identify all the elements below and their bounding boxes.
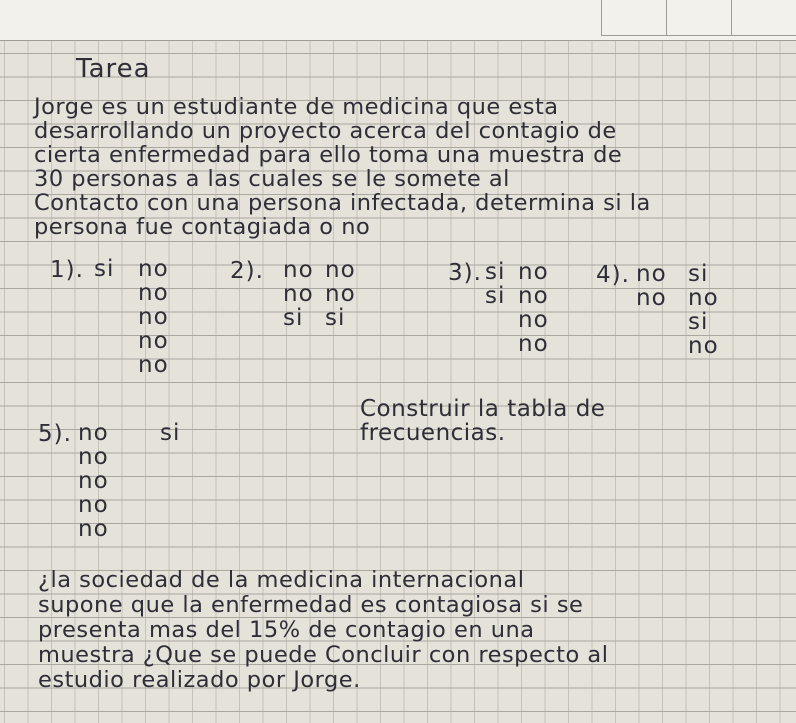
intro-line: Jorge es un estudiante de medicina que esta [34,94,559,120]
sample-value: no [78,516,109,542]
sample-3-label: 3). [448,260,482,286]
sample-value: si [485,259,506,285]
header-boxes [601,0,796,36]
sample-value: si [160,420,181,446]
sample-value: no [78,468,109,494]
sample-2-col-b [325,258,356,330]
sample-value: no [138,328,169,354]
question-line: ¿la sociedad de la medicina internacional [38,567,525,593]
sample-2-col-a [283,258,314,330]
sample-value: no [78,492,109,518]
title: Tarea [76,54,151,84]
sample-5-col-a [78,421,109,541]
sample-3-col-a [485,260,505,308]
instruction-line: frecuencias. [360,420,506,446]
sample-4-label: 4). [596,262,630,288]
sample-value: no [636,261,667,287]
sample-1-label: 1). [50,257,84,283]
sample-5-col-b [160,421,180,445]
intro-line: persona fue contagiada o no [34,214,371,240]
sample-value: no [688,333,719,359]
sample-value: no [283,281,314,307]
sample-value: no [138,280,169,306]
sample-value: no [138,304,169,330]
question-paragraph [38,568,608,693]
question-line: supone que la enfermedad es contagiosa si se [38,592,584,618]
intro-line: cierta enfermedad para ello toma una muestra de [34,142,623,168]
sample-value: no [518,259,549,285]
sample-value: no [325,257,356,283]
sample-3-col-b [518,260,549,356]
sample-value: no [138,256,169,282]
sample-value: no [325,281,356,307]
sample-value: no [518,283,549,309]
instruction-line: Construir la tabla de [360,396,606,422]
sample-value: si [688,309,709,335]
sample-4-col-a [636,262,667,310]
sample-1-col-a [94,257,114,281]
sample-value: si [485,283,506,309]
intro-line: 30 personas a las cuales se le somete al [34,166,510,192]
intro-paragraph [34,95,651,239]
instruction [360,397,605,445]
intro-line: desarrollando un proyecto acerca del contagio de [34,118,617,144]
sample-value: no [78,444,109,470]
sample-value: no [518,331,549,357]
sample-5-label: 5). [38,421,72,447]
sample-value: si [283,305,304,331]
sample-value: no [283,257,314,283]
sample-value: no [78,420,109,446]
sample-value: no [688,285,719,311]
question-line: presenta mas del 15% de contagio en una [38,617,535,643]
sample-4-col-b [688,262,719,358]
intro-line: Contacto con una persona infectada, determina si la [34,190,651,216]
question-line: estudio realizado por Jorge. [38,667,361,693]
question-line: muestra ¿Que se puede Concluir con respecto al [38,642,609,668]
sample-value: no [138,352,169,378]
sample-value: no [518,307,549,333]
sample-value: no [636,285,667,311]
sample-value: si [325,305,346,331]
sample-2-label: 2). [230,258,264,284]
sample-value: si [94,256,115,282]
sample-1-col-b [138,257,169,377]
sample-value: si [688,261,709,287]
